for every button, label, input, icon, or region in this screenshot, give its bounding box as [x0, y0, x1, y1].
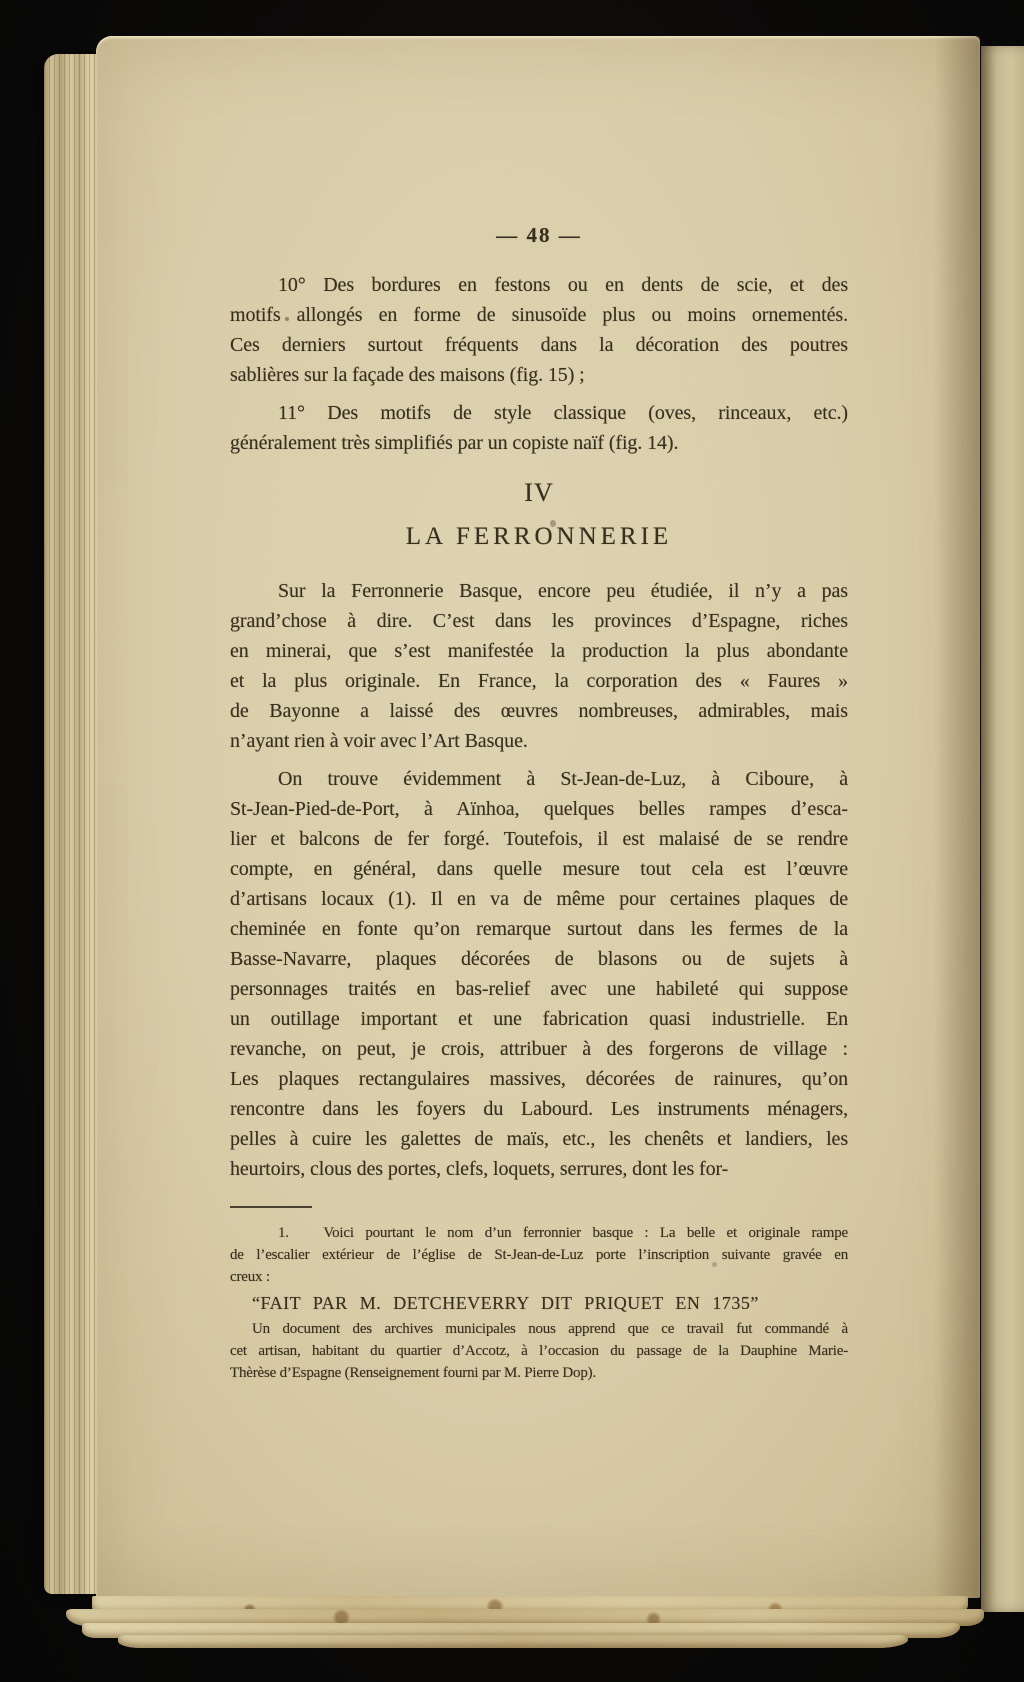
body-line: et la plus originale. En France, la corporation des « Faures »	[230, 670, 848, 692]
body-line: Ces derniers surtout fréquents dans la décoration des poutres	[230, 334, 848, 356]
body-line: compte, en général, dans quelle mesure tout cela est l’œuvre	[230, 858, 848, 880]
footnote	[230, 1222, 848, 1384]
body-line: 10° Des bordures en festons ou en dents de scie, et des	[278, 274, 848, 296]
paragraph-forgerons	[230, 764, 848, 1184]
bottom-page-edges	[58, 1596, 1008, 1660]
body-line: pelles à cuire les galettes de maïs, etc., les chenêts et landiers, les	[230, 1128, 848, 1150]
footnote-line: de l’escalier extérieur de l’église de St-Jean-de-Luz porte l’inscription suivante gravée en	[230, 1247, 848, 1263]
footnote-line: Un document des archives municipales nous apprend que ce travail fut commandé à	[252, 1321, 848, 1337]
footnote-inscription: “FAIT PAR M. DETCHEVERRY DIT PRIQUET EN 1735”	[252, 1293, 759, 1313]
book-page	[96, 36, 980, 1598]
left-page-stack-edge	[44, 54, 100, 1594]
paragraph-11	[230, 398, 848, 458]
body-line: un outillage important et une fabrication quasi industrielle. En	[230, 1008, 848, 1030]
section-title: LA FERRONNERIE	[405, 523, 673, 550]
body-line: rencontre dans les foyers du Labourd. Les instruments ménagers,	[230, 1098, 848, 1120]
text-block	[230, 220, 848, 1384]
body-line: généralement très simplifiés par un copiste naïf (fig. 14).	[230, 432, 679, 454]
footnote-line: cet artisan, habitant du quartier d’Accotz, à l’occasion du passage de la Dauphine Marie-	[230, 1343, 848, 1359]
page-number: — 48 —	[496, 223, 582, 247]
body-line: Les plaques rectangulaires massives, décorées de rainures, qu’on	[230, 1068, 848, 1090]
body-line: cheminée en fonte qu’on remarque surtout dans les fermes de la	[230, 918, 848, 940]
body-line: lier et balcons de fer forgé. Toutefois, il est malaisé de se rendre	[230, 828, 848, 850]
body-line: heurtoirs, clous des portes, clefs, loquets, serrures, dont les for-	[230, 1158, 729, 1180]
section-numeral: IV	[524, 478, 554, 507]
footnote-separator	[230, 1206, 312, 1208]
body-line: On trouve évidemment à St-Jean-de-Luz, à Ciboure, à	[278, 768, 848, 790]
body-line: grand’chose à dire. C’est dans les provinces d’Espagne, riches	[230, 610, 848, 632]
body-line: Basse-Navarre, plaques décorées de blasons ou de sujets à	[230, 948, 848, 970]
body-line: motifs allongés en forme de sinusoïde plus ou moins ornementés.	[230, 304, 848, 326]
body-line: d’artisans locaux (1). Il en va de même pour certaines plaques de	[230, 888, 848, 910]
body-line: n’ayant rien à voir avec l’Art Basque.	[230, 730, 528, 752]
page-edge-layer	[118, 1635, 908, 1648]
body-line: St-Jean-Pied-de-Port, à Aïnhoa, quelques belles rampes d’esca-	[230, 798, 848, 820]
paragraph-10	[230, 270, 848, 390]
body-line: Sur la Ferronnerie Basque, encore peu étudiée, il n’y a pas	[278, 580, 848, 602]
footnote-line: Thèrèse d’Espagne (Renseignement fourni par M. Pierre Dop).	[230, 1365, 596, 1381]
body-line: de Bayonne a laissé des œuvres nombreuses, admirables, mais	[230, 700, 848, 722]
body-line: personnages traités en bas-relief avec une habileté qui suppose	[230, 978, 848, 1000]
adjacent-page-edge	[981, 46, 1024, 1612]
footnote-line: creux :	[230, 1269, 270, 1285]
body-line: 11° Des motifs de style classique (oves, rinceaux, etc.)	[278, 402, 848, 424]
body-line: sablières sur la façade des maisons (fig. 15) ;	[230, 364, 585, 386]
footnote-line: 1. Voici pourtant le nom d’un ferronnier basque : La belle et originale rampe	[278, 1225, 848, 1241]
body-line: en minerai, que s’est manifestée la production la plus abondante	[230, 640, 848, 662]
body-line: revanche, on peut, je crois, attribuer à des forgerons de village :	[230, 1038, 848, 1060]
paragraph-ferronnerie-intro	[230, 576, 848, 756]
